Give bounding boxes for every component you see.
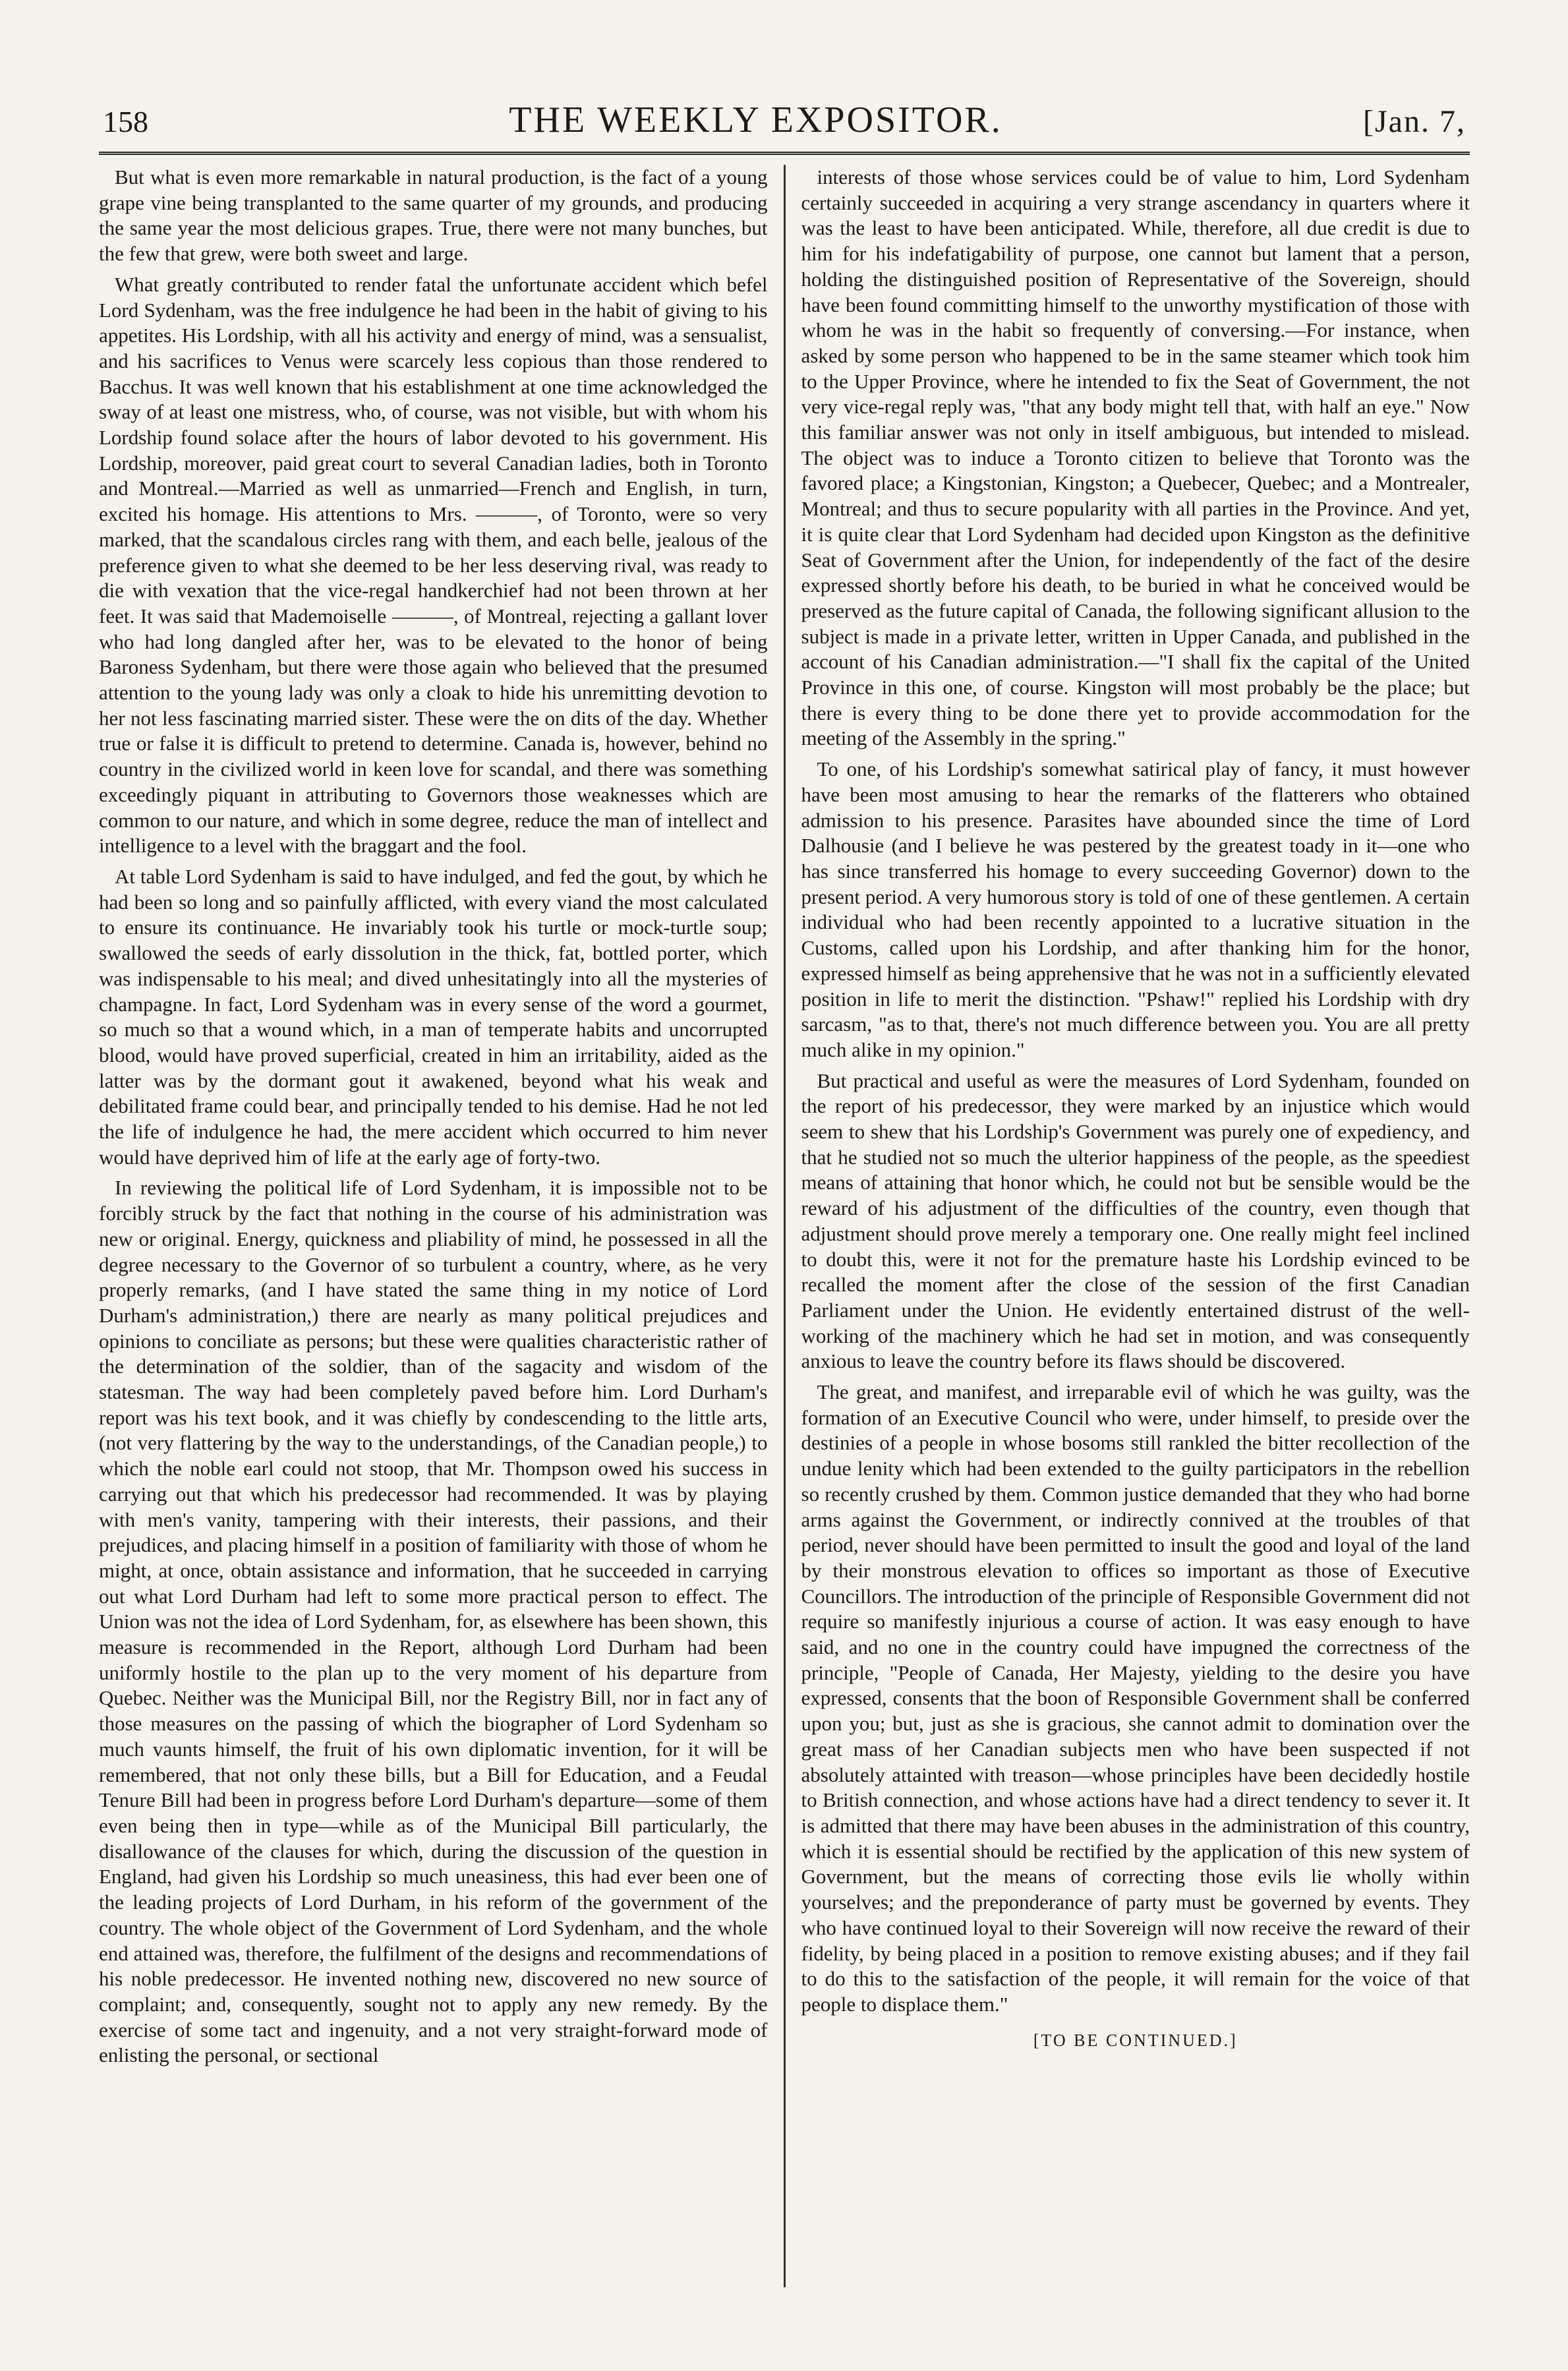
issue-date: [Jan. 7, <box>1363 104 1466 139</box>
paragraph: The great, and manifest, and irreparable evil of which he was guilty, was the formation of an Executive Council who were, under himself, to preside over the destinies of a people in whose bosoms still rankled the bitter recollection of the undue lenity which had been extended to the guilty participators in the rebellion so recently crushed by them. Common justice demanded that they who had borne arms against the Government, or indirectly connived at the troubles of that period, never should have been permitted to insult the good and loyal of the land by their monstrous elevation to offices so important as those of Executive Councillors. The introduction of the principle of Responsible Government did not require so manifestly injurious a course of action. It was easy enough to have said, and no one in the country could have impugned the correctness of the principle, "People of Canada, Her Majesty, yielding to the desire you have expressed, consents that the boon of Responsible Government shall be conferred upon you; but, just as she is gracious, she cannot admit to domination over the great mass of her Canadian subjects men who have been suspected if not absolutely attainted with treason—whose principles have been decidedly hostile to British connection, and whose actions have had a direct tendency to sever it. It is admitted that there may have been abuses in the administration of this country, which it is essential should be rectified by the application of this new system of Government, but the means of correcting those evils lie wholly within yourselves; and the preponderance of party must be governed by events. They who have continued loyal to their Sovereign will now receive the reward of their fidelity, by being placed in a position to remove existing abuses; and if they fail to do this to the satisfaction of the people, it will remain for the voice of that people to displace them." <box>801 1380 1470 2016</box>
paragraph: interests of those whose services could be of value to him, Lord Sydenham certainly succeeded in acquiring a very strange ascendancy in quarters where it was the least to have been anticipated. While, therefore, all due credit is due to him for his indefatigability of purpose, one cannot but lament that a person, holding the distinguished position of Representative of the Sovereign, should have been found committing himself to the unworthy mystification of those with whom he was in the habit so frequently of conversing.—For instance, when asked by some person who happened to be in the same steamer which took him to the Upper Province, where he intended to fix the Seat of Government, the not very vice-regal reply was, "that any body might tell that, with half an eye." Now this familiar answer was not only in itself ambiguous, but intended to mislead. The object was to induce a Toronto citizen to believe that Toronto was the favored place; a Kingstonian, Kingston; a Quebecer, Quebec; and a Montrealer, Montreal; and thus to secure popularity with all parties in the Province. And yet, it is quite clear that Lord Sydenham had decided upon Kingston as the definitive Seat of Government after the Union, for independently of the fact of the desire expressed shortly before his death, to be buried in what he conceived would be preserved as the future capital of Canada, the following significant allusion to the subject is made in a private letter, written in Upper Canada, and published in the account of his Canadian administration.—"I shall fix the capital of the United Province in this one, of course. Kingston will most probably be the place; but there is every thing to be done there yet to provide accommodation for the meeting of the Assembly in the spring." <box>801 165 1470 750</box>
paragraph: What greatly contributed to render fatal the unfortunate accident which befel Lord Sydenham, was the free indulgence he had been in the habit of giving to his appetites. His Lordship, with all his activity and energy of mind, was a sensualist, and his sacrifices to Venus were scarcely less copious than those rendered to Bacchus. It was well known that his establishment at one time acknowledged the sway of at least one mistress, who, of course, was not visible, but with whom his Lordship found solace after the hours of labor devoted to his government. His Lordship, moreover, paid great court to several Canadian ladies, both in Toronto and Montreal.—Married as well as unmarried—French and English, in turn, excited his homage. His attentions to Mrs. ———, of Toronto, were so very marked, that the scandalous circles rang with them, and each belle, jealous of the preference given to what she deemed to be her less deserving rival, was ready to die with vexation that the vice-regal handkerchief had not been thrown at her feet. It was said that Mademoiselle ———, of Montreal, rejecting a gallant lover who had long dangled after her, was to be elevated to the honor of being Baroness Sydenham, but there were those again who believed that the presumed attention to the young lady was only a cloak to hide his unremitting devotion to her not less fascinating married sister. These were the on dits of the day. Whether true or false it is difficult to pretend to determine. Canada is, however, behind no country in the civilized world in keen love for scandal, and there was something exceedingly piquant in attributing to Governors those weaknesses which are common to our nature, and which in some degree, reduce the man of intellect and intelligence to a level with the braggart and the fool. <box>99 272 768 858</box>
journal-title: THE WEEKLY EXPOSITOR. <box>509 100 1002 140</box>
newspaper-page <box>99 99 1470 2287</box>
paragraph: But what is even more remarkable in natural production, is the fact of a young grape vine being transplanted to the same quarter of my grounds, and producing the same year the most delicious grapes. True, there were not many bunches, but the few that grew, were both sweet and large. <box>99 165 768 266</box>
right-column <box>801 165 1470 2287</box>
paragraph: In reviewing the political life of Lord Sydenham, it is impossible not to be forcibly struck by the fact that nothing in the course of his administration was new or original. Energy, quickness and pliability of mind, he possessed in all the degree necessary to the Governor of so turbulent a country, where, as he very properly remarks, (and I have stated the same thing in my notice of Lord Durham's administration,) there are nearly as many political prejudices and opinions to conciliate as persons; but these were qualities characteristic rather of the determination of the soldier, than of the sagacity and wisdom of the statesman. The way had been completely paved before him. Lord Durham's report was his text book, and it was chiefly by condescending to the little arts, (not very flattering by the way to the understandings, of the Canadian people,) to which the noble earl could not stoop, that Mr. Thompson owed his success in carrying out that which his predecessor had recommended. It was by playing with men's vanity, tampering with their interests, their passions, and their prejudices, and placing himself in a position of familiarity with those of whom he might, at once, obtain assistance and information, that he succeeded in carrying out what Lord Durham had left to some more practical person to effect. The Union was not the idea of Lord Sydenham, for, as elsewhere has been shown, this measure is recommended in the Report, although Lord Durham had been uniformly hostile to the plan up to the very moment of his departure from Quebec. Neither was the Municipal Bill, nor the Registry Bill, nor in fact any of those measures on the passing of which the biographer of Lord Sydenham so much vaunts himself, the fruit of his own diplomatic invention, for it will be remembered, that not only these bills, but a Bill for Education, and a Feudal Tenure Bill had been in progress before Lord Durham's departure—some of them even being then in type—while as of the Municipal Bill particularly, the disallowance of the clauses for which, during the discussion of the question in England, had given his Lordship so much uneasiness, this had ever been one of the leading projects of Lord Durham, in his reform of the government of the country. The whole object of the Government of Lord Sydenham, and the whole end attained was, therefore, the fulfilment of the designs and recommendations of his noble predecessor. He invented nothing new, discovered no new source of complaint; and, consequently, sought not to apply any new remedy. By the exercise of some tact and ingenuity, and a not very straight-forward mode of enlisting the personal, or sectional <box>99 1176 768 2067</box>
page-number: 158 <box>103 105 148 138</box>
page-header <box>99 99 1470 155</box>
continued-note: [TO BE CONTINUED.] <box>1033 2030 1238 2050</box>
paragraph: At table Lord Sydenham is said to have indulged, and fed the gout, by which he had been so long and so painfully afflicted, with every viand the most calculated to ensure its continuance. He invariably took his turtle or mock-turtle soup; swallowed the seeds of early dissolution in the thick, fat, bottled porter, which was indispensable to his meal; and dived unhesitatingly into all the mysteries of champagne. In fact, Lord Sydenham was in every sense of the word a gourmet, so much so that a wound which, in a man of temperate habits and uncorrupted blood, would have proved superficial, created in him an irritability, aided as the latter was by the dormant gout it awakened, beyond what his weak and debilitated frame could bear, and principally tended to his demise. Had he not led the life of indulgence he had, the mere accident which occurred to him never would have deprived him of life at the early age of forty-two. <box>99 864 768 1169</box>
left-column <box>99 165 768 2287</box>
paragraph: To one, of his Lordship's somewhat satirical play of fancy, it must however have been most amusing to hear the remarks of the flatterers who obtained admission to his presence. Parasites have abounded since the time of Lord Dalhousie (and I believe he was pestered by the greatest toady in it—one who has since transferred his homage to every succeeding Governor) down to the present period. A very humorous story is told of one of these gentlemen. A certain individual who had been recently appointed to a lucrative situation in the Customs, called upon his Lordship, and after thanking him for the honor, expressed himself as being apprehensive that he was not in a sufficiently elevated position in life to merit the distinction. "Pshaw!" replied his Lordship with dry sarcasm, "as to that, there's not much difference between you. You are all pretty much alike in my opinion." <box>801 757 1470 1061</box>
column-divider <box>784 165 786 2287</box>
article-columns <box>99 165 1470 2287</box>
paragraph: But practical and useful as were the measures of Lord Sydenham, founded on the report of his predecessor, they were marked by an injustice which would seem to shew that his Lordship's Government was purely one of expediency, and that he studied not so much the ulterior happiness of the people, as the speediest means of attaining that honor which, he could not but be sensible would be the reward of his adjustment of the difficulties of the country, even though that adjustment should prove merely a temporary one. One really might feel inclined to doubt this, were it not for the premature haste his Lordship evinced to be recalled the moment after the close of the session of the first Canadian Parliament under the Union. He evidently entertained distrust of the well-working of the machinery which he had set in motion, and was consequently anxious to leave the country before its flaws should be discovered. <box>801 1068 1470 1373</box>
